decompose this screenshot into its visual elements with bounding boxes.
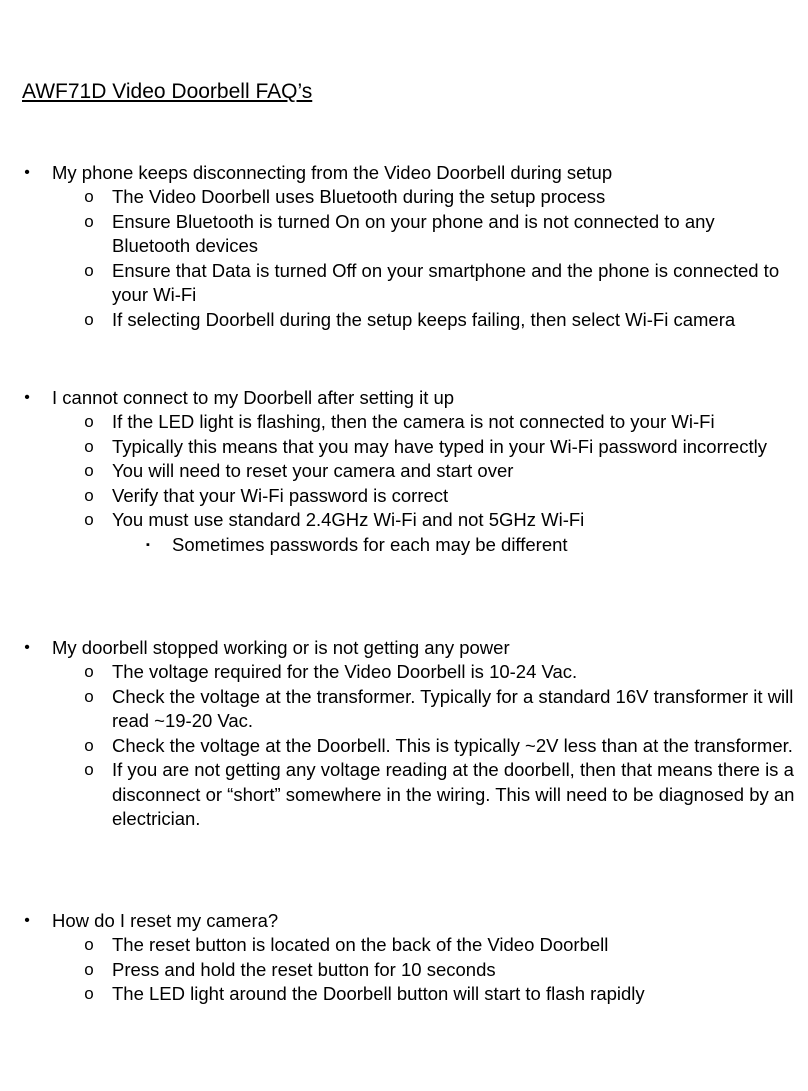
faq-answer [0, 308, 808, 333]
faq-answer [0, 259, 808, 308]
faq-answer [0, 435, 808, 460]
answer-text: Verify that your Wi-Fi password is correct [112, 484, 449, 506]
answer-text: Typically this means that you may have typed in your Wi-Fi password incorrectly [112, 435, 767, 457]
sub-bullet-icon: o [84, 260, 94, 280]
bullet-icon: • [24, 164, 30, 181]
sub-bullet-icon: o [84, 935, 94, 954]
sub-bullet-icon: o [84, 412, 94, 431]
answer-text: Check the voltage at the transformer. Typically for a standard 16V transformer it will read ~19-20 Vac. [112, 685, 794, 731]
faq-sub-answer [0, 533, 808, 558]
faq-answer [0, 508, 808, 533]
answer-text: Press and hold the reset button for 10 seconds [112, 958, 496, 980]
answer-text: The Video Doorbell uses Bluetooth during the setup process [112, 186, 606, 207]
faq-section-4 [0, 908, 808, 1007]
faq-answer [0, 685, 808, 734]
answer-text: You must use standard 2.4GHz Wi-Fi and not 5GHz Wi-Fi [112, 509, 585, 530]
bullet-icon: • [24, 639, 30, 656]
faq-question [0, 385, 808, 410]
answer-text: If you are not getting any voltage reading at the doorbell, then that means there is a disconnect or “short” somewhere in the wiring. This will need to be diagnosed by an electrician. [112, 759, 795, 829]
sub-bullet-icon: o [84, 485, 94, 505]
square-bullet-icon: ▪ [146, 538, 150, 551]
faq-question [0, 635, 808, 660]
answer-text: Ensure Bluetooth is turned On on your phone and is not connected to any Bluetooth devices [112, 210, 715, 256]
faq-question [0, 908, 808, 933]
sub-bullet-icon: o [84, 436, 94, 456]
faq-answer [0, 484, 808, 509]
faq-answer [0, 734, 808, 759]
sub-bullet-icon: o [84, 735, 94, 755]
sub-bullet-icon: o [84, 187, 94, 206]
faq-answer [0, 410, 808, 435]
question-text: My phone keeps disconnecting from the Video Doorbell during setup [52, 162, 613, 183]
sub-bullet-icon: o [84, 959, 94, 979]
sub-bullet-icon: o [84, 984, 94, 1003]
question-text: How do I reset my camera? [52, 910, 279, 931]
faq-answer [0, 660, 808, 685]
faq-answer [0, 210, 808, 259]
question-text: My doorbell stopped working or is not getting any power [52, 637, 510, 658]
faq-section-1 [0, 160, 808, 332]
page-title: AWF71D Video Doorbell FAQ’s [22, 80, 313, 103]
faq-section-3 [0, 635, 808, 832]
faq-answer [0, 933, 808, 958]
faq-answer [0, 958, 808, 983]
faq-answer [0, 185, 808, 210]
faq-answer [0, 982, 808, 1007]
sub-bullet-icon: o [84, 686, 94, 706]
sub-bullet-icon: o [84, 309, 94, 329]
answer-text: Check the voltage at the Doorbell. This is typically ~2V less than at the transformer. [112, 734, 793, 756]
answer-text: If the LED light is flashing, then the camera is not connected to your Wi-Fi [112, 411, 715, 432]
sub-answer-text: Sometimes passwords for each may be different [172, 533, 568, 555]
sub-bullet-icon: o [84, 461, 94, 480]
question-text: I cannot connect to my Doorbell after setting it up [52, 387, 455, 408]
faq-section-2 [0, 385, 808, 557]
bullet-icon: • [24, 912, 30, 929]
answer-text: The reset button is located on the back of the Video Doorbell [112, 934, 609, 955]
answer-text: The LED light around the Doorbell button will start to flash rapidly [112, 983, 645, 1004]
answer-text: You will need to reset your camera and start over [112, 460, 514, 481]
sub-bullet-icon: o [84, 211, 94, 231]
faq-answer [0, 758, 808, 832]
sub-bullet-icon: o [84, 662, 94, 681]
answer-text: If selecting Doorbell during the setup keeps failing, then select Wi-Fi camera [112, 308, 736, 330]
sub-bullet-icon: o [84, 510, 94, 529]
bullet-icon: • [24, 389, 30, 406]
sub-bullet-icon: o [84, 760, 94, 779]
answer-text: The voltage required for the Video Doorbell is 10-24 Vac. [112, 661, 578, 682]
faq-answer [0, 459, 808, 484]
answer-text: Ensure that Data is turned Off on your smartphone and the phone is connected to your Wi-Fi [112, 259, 780, 305]
faq-question [0, 160, 808, 185]
